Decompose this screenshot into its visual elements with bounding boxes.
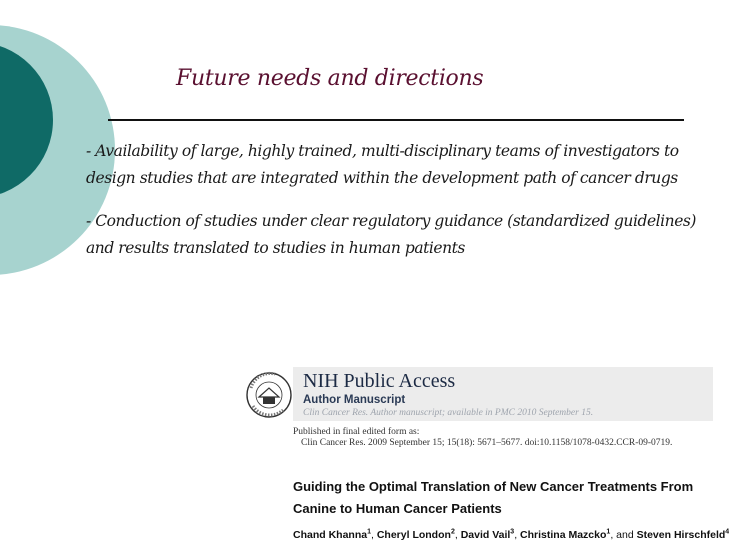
paper-title (293, 476, 718, 520)
author: Cheryl London$^2$, (376, 528, 461, 541)
title-divider (108, 119, 684, 121)
bullet-line: - Conduction of studies under clear regulatory guidance (standardized guidelines) (86, 212, 697, 230)
citation-line: Clin Cancer Res. 2009 September 15; 15(18): 5671–5677. doi:10.1158/1078-0432.CCR-09-0719. (301, 438, 673, 448)
bullet-line: - Availability of large, highly trained, multi-disciplinary teams of investigators to (86, 142, 679, 160)
author: Steven Hirschfeld$^4$ (636, 528, 729, 541)
banner-note: Clin Cancer Res. Author manuscript; available in PMC 2010 September 15. (303, 408, 594, 418)
bullet-line: and results translated to studies in human patients (86, 239, 465, 257)
bullet-line: design studies that are integrated within the development path of cancer drugs (86, 169, 678, 187)
nih-banner (293, 367, 713, 421)
decorative-circles (0, 0, 90, 290)
banner-subtitle: Author Manuscript (303, 394, 406, 406)
author-list (293, 528, 729, 541)
bullet-item (86, 208, 698, 262)
paper-title-line: Canine to Human Cancer Patients (293, 501, 502, 516)
slide-title: Future needs and directions (176, 66, 484, 91)
bullet-item (86, 138, 698, 192)
nih-seal-icon (245, 366, 293, 424)
paper-snapshot (245, 362, 729, 541)
banner-title: NIH Public Access (303, 370, 456, 392)
author: Chand Khanna$^1$, (293, 528, 377, 541)
paper-title-line: Guiding the Optimal Translation of New Cancer Treatments From (293, 479, 694, 494)
bullet-list (86, 138, 698, 278)
author: Christina Mazcko$^1$, and (520, 528, 637, 541)
decorative-circles-graphic (0, 0, 90, 290)
published-line: Published in final edited form as: (293, 427, 420, 437)
author: David Vail$^3$, (460, 528, 521, 541)
